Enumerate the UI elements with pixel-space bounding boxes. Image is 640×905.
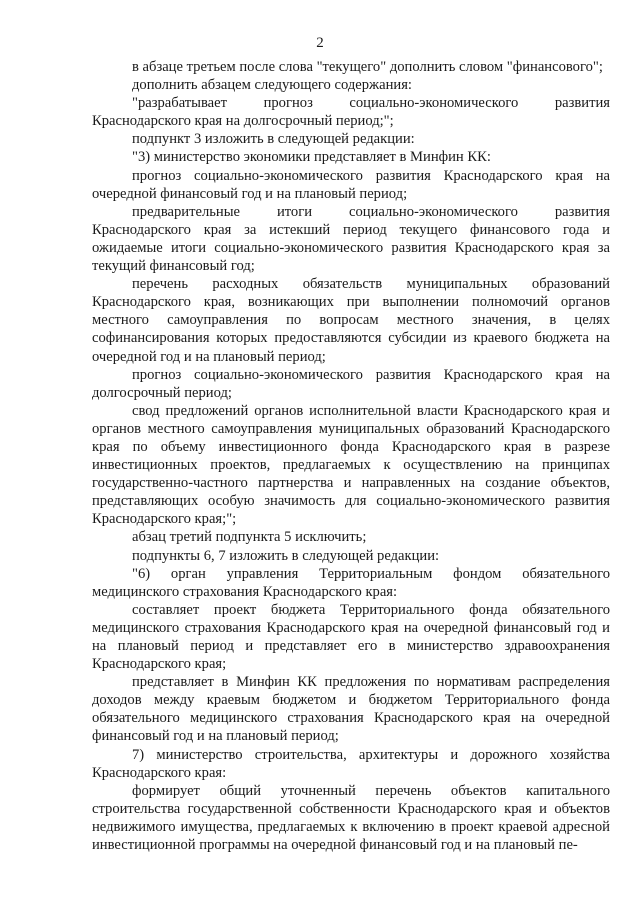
paragraph: перечень расходных обязательств муниципальных образований Краснодарского края, возникающих при выполнении полномочий органов местного самоуправления по вопросам местного значения, в целях софинансирования которых предоставляются субсидии из краевого бюджета на очередной год и на плановый период;	[92, 276, 610, 365]
paragraph: подпункт 3 изложить в следующей редакции:	[132, 131, 415, 148]
paragraph: формирует общий уточненный перечень объектов капитального строительства государственной собственности Краснодарского края и объектов недвижимого имущества, предлагаемых к включению в проект краевой адресной инвестиционной программы на очередной финансовый год и на плановый пе-	[92, 782, 610, 854]
paragraph: "6) орган управления Территориальным фондом обязательного медицинского страхования Краснодарского края:	[92, 565, 610, 600]
paragraph: составляет проект бюджета Территориального фонда обязательного медицинского страхования Краснодарского края на очередной финансовый год и на плановый период и представляет его в министерство здравоохранения Краснодарского края;	[92, 601, 610, 673]
paragraph: подпункты 6, 7 изложить в следующей редакции:	[132, 547, 440, 564]
paragraph: "разрабатывает прогноз социально-экономического развития Краснодарского края на долгосрочный период;";	[92, 95, 610, 130]
document-body	[92, 58, 610, 854]
paragraph: свод предложений органов исполнительной власти Краснодарского края и органов местного самоуправления муниципальных образований Краснодарского края по объему инвестиционного фонда Краснодарского края в разрезе инвестиционных проектов, предлагаемых к осуществлению на принципах государственно-частного партнерства и направленных на создание объектов, представляющих особую значимость для социально-экономического развития Краснодарского края;";	[92, 402, 610, 528]
paragraph: представляет в Минфин КК предложения по нормативам распределения доходов между краевым бюджетом и бюджетом Территориального фонда обязательного медицинского страхования Краснодарского края на очередной финансовый год и на плановый период;	[92, 674, 610, 745]
paragraph: "3) министерство экономики представляет в Минфин КК:	[132, 149, 491, 166]
paragraph: 7) министерство строительства, архитектуры и дорожного хозяйства Краснодарского края:	[92, 746, 610, 781]
paragraph: дополнить абзацем следующего содержания:	[132, 77, 412, 94]
paragraph: в абзаце третьем после слова "текущего" дополнить словом "финансового";	[132, 59, 603, 75]
paragraph: прогноз социально-экономического развития Краснодарского края на очередной финансовый год и на плановый период;	[92, 167, 610, 202]
paragraph: предварительные итоги социально-экономического развития Краснодарского края за истекший период текущего финансового года и ожидаемые итоги социально-экономического развития Краснодарского края за текущий финансовый год;	[92, 203, 610, 275]
page-number: 2	[316, 35, 324, 51]
paragraph: абзац третий подпункта 5 исключить;	[132, 529, 367, 546]
paragraph: прогноз социально-экономического развития Краснодарского края на долгосрочный период;	[92, 366, 610, 401]
